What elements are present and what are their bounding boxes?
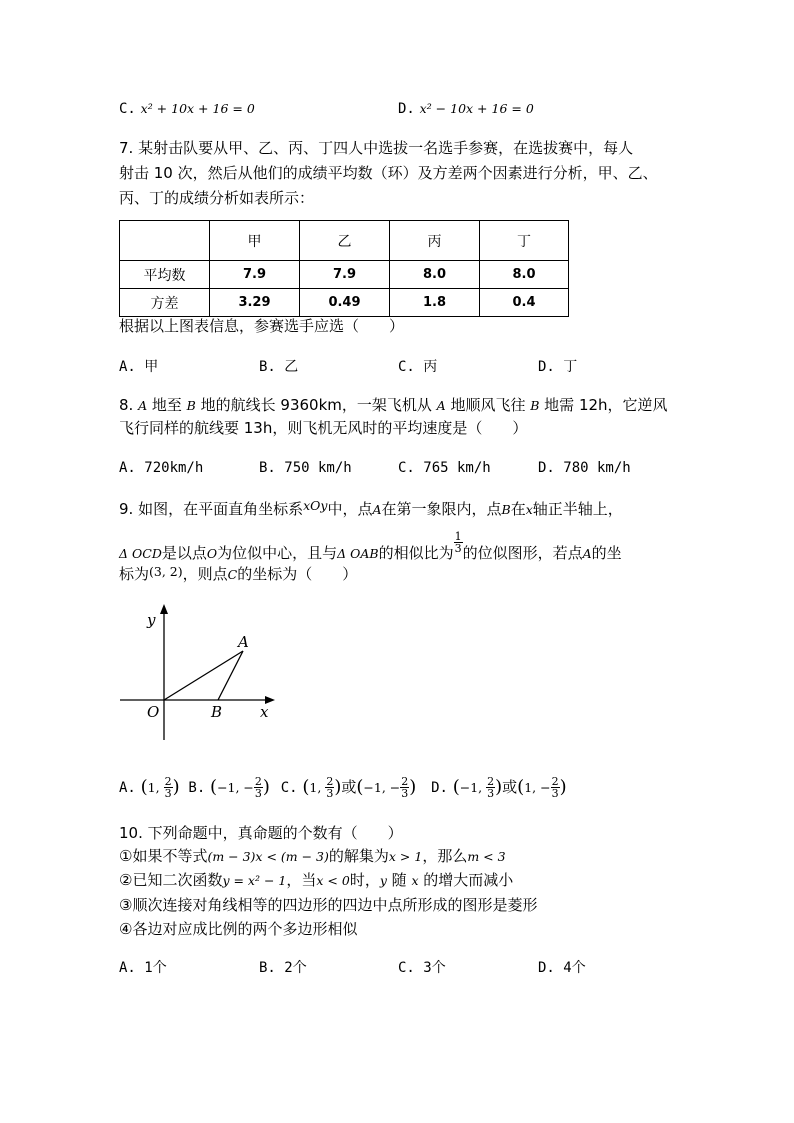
q9-option-a-label: A. <box>119 780 136 796</box>
q10-statement-3: ③顺次连接对角线相等的四边形的四边中点所形成的图形是菱形 <box>119 896 538 914</box>
q10-text: 的解集为 <box>328 847 389 865</box>
q10-title: 10. 下列命题中，真命题的个数有（ ） <box>119 824 403 842</box>
q10-expr: x <box>411 873 419 888</box>
q10-text: 的增大而减小 <box>418 871 514 889</box>
table-header-cell: 乙 <box>300 221 390 261</box>
y-axis-arrow <box>160 604 168 614</box>
fraction-denominator: 3 <box>401 787 409 800</box>
q9-option-b-label: B. <box>188 780 206 796</box>
q10-statement-4: ④各边对应成比例的两个多边形相似 <box>119 920 358 938</box>
q10-text: ，那么 <box>422 847 468 865</box>
fraction-numerator: 2 <box>551 775 559 788</box>
table-cell: 8.0 <box>480 261 569 289</box>
q9-text: 的位似图形，若点 <box>462 544 583 562</box>
paren-close: ) <box>495 776 503 798</box>
table-header-cell: 甲 <box>210 221 300 261</box>
table-header-cell <box>120 221 210 261</box>
q8-option-a: A. 720km/h <box>119 460 204 476</box>
q7-option-b: B. 乙 <box>259 359 299 375</box>
table-cell: 1.8 <box>390 289 480 317</box>
q8-text: 8. <box>119 396 139 414</box>
q6-option-c-label: C. <box>119 101 136 117</box>
fraction-numerator: 2 <box>401 775 409 788</box>
q7-line-1: 7. 某射击队要从甲、乙、丙、丁四人中选拔一名选手参赛，在选拔赛中，每人 <box>119 139 634 157</box>
label-y: y <box>147 611 156 629</box>
score-table <box>119 220 569 317</box>
label-o: O <box>147 703 160 721</box>
fraction <box>254 776 263 799</box>
q10-expr: x > 1 <box>388 849 423 864</box>
comma: , <box>317 780 326 795</box>
q8-line-1 <box>119 395 668 416</box>
q10-expr: x < 0 <box>316 873 350 888</box>
fraction-denominator: 3 <box>551 787 559 800</box>
paren-open: ( <box>210 776 218 798</box>
q8-line-2: 飞行同样的航线要 13h，则飞机无风时的平均速度是（ ） <box>119 419 528 437</box>
q10-statement-1 <box>119 846 506 867</box>
fraction <box>164 776 173 799</box>
label-b: B <box>211 703 223 721</box>
comma: , <box>478 780 487 795</box>
q10-expr: y = x² − 1 <box>222 873 287 888</box>
coord-part: 1 <box>309 780 318 795</box>
q7-option-a: A. 甲 <box>119 359 159 375</box>
q10-option-b: B. 2个 <box>259 960 307 976</box>
fraction-numerator: 2 <box>164 775 172 788</box>
q10-text: ②已知二次函数 <box>119 871 223 889</box>
q9-line-3 <box>119 562 357 585</box>
table-row <box>120 289 569 317</box>
q10-option-a: A. 1个 <box>119 960 167 976</box>
fraction-denominator: 3 <box>487 787 495 800</box>
q9-ratio-fraction <box>454 531 463 554</box>
q9-coord-a: (3, 2) <box>149 564 183 579</box>
paren-open: ( <box>452 776 460 798</box>
q10-text: ①如果不等式 <box>119 847 208 865</box>
q9-text: 的坐标为（ ） <box>237 565 358 583</box>
q8-text: 地顺风飞往 <box>445 396 531 414</box>
paren-close: ) <box>334 776 342 798</box>
q9-point-o: O <box>206 546 218 561</box>
q7-line-3: 丙、丁的成绩分析如表所示： <box>119 189 315 207</box>
q9-text: 的相似比为 <box>378 544 454 562</box>
q10-text: 时， <box>349 871 380 889</box>
q9-text: 中，点 <box>327 500 373 518</box>
q9-text: 9. 如图，在平面直角坐标系 <box>119 500 304 518</box>
q9-option-d-or: 或 <box>502 778 518 796</box>
q8-point-a: A <box>138 398 148 413</box>
q9-text: ，则点 <box>182 565 228 583</box>
q10-text: ，当 <box>286 871 317 889</box>
paren-close: ) <box>262 776 270 798</box>
q8-text: 地需 12h，它逆风 <box>539 396 668 414</box>
fraction <box>400 776 409 799</box>
q6-option-c <box>119 98 255 119</box>
q9-point-c: C <box>227 567 238 582</box>
q7-option-d: D. 丁 <box>538 359 578 375</box>
table-cell: 8.0 <box>390 261 480 289</box>
label-x: x <box>260 703 269 721</box>
fraction-numerator: 2 <box>254 775 262 788</box>
q8-point-b: B <box>530 398 540 413</box>
q6-option-d-label: D. <box>398 101 415 117</box>
fraction-denominator: 3 <box>454 542 462 555</box>
paren-close: ) <box>409 776 417 798</box>
fraction-denominator: 3 <box>164 787 172 800</box>
q9-point-a: A <box>372 502 382 517</box>
fraction-denominator: 3 <box>254 787 262 800</box>
table-cell: 平均数 <box>120 261 210 289</box>
q9-triangle-oab: Δ OAB <box>337 546 379 561</box>
q10-text: 随 <box>386 871 412 889</box>
q10-option-c: C. 3个 <box>398 960 446 976</box>
fraction-numerator: 1 <box>454 530 462 543</box>
q8-option-c: C. 765 km/h <box>398 460 491 476</box>
q9-line-1 <box>119 496 623 520</box>
table-header-cell: 丙 <box>390 221 480 261</box>
q8-point-a: A <box>436 398 446 413</box>
coord-part: −1, − <box>363 780 401 795</box>
table-header-cell: 丁 <box>480 221 569 261</box>
q9-options-row <box>119 772 567 803</box>
coord-part: 1, − <box>524 780 551 795</box>
q9-text: 的坐 <box>591 544 622 562</box>
q7-line-2: 射击 10 次，然后从他们的成绩平均数（环）及方差两个因素进行分析，甲、乙、 <box>119 164 658 182</box>
q9-text: 为位似中心，且与 <box>217 544 338 562</box>
table-row <box>120 261 569 289</box>
coordinate-figure <box>115 600 290 745</box>
table-cell: 7.9 <box>300 261 390 289</box>
q10-expr: m < 3 <box>467 849 506 864</box>
q10-option-d: D. 4个 <box>538 960 586 976</box>
fraction-numerator: 2 <box>487 775 495 788</box>
q9-text: 轴正半轴上， <box>532 500 623 518</box>
q9-text: 标为 <box>119 565 150 583</box>
paren-close: ) <box>172 776 180 798</box>
q10-expr: y <box>379 873 387 888</box>
q9-line-2 <box>119 531 622 564</box>
paren-open: ( <box>140 776 148 798</box>
q8-point-b: B <box>186 398 196 413</box>
q10-expr: (m − 3)x < (m − 3) <box>207 849 329 864</box>
coord-part: −1 <box>459 780 479 795</box>
q6-option-c-expr: x² + 10x + 16 = 0 <box>140 101 255 116</box>
table-cell: 7.9 <box>210 261 300 289</box>
q9-option-d-label: D. <box>431 780 448 796</box>
q8-text: 地至 <box>147 396 187 414</box>
q6-option-d-expr: x² − 10x + 16 = 0 <box>419 101 534 116</box>
q9-option-c-or: 或 <box>341 778 357 796</box>
q9-text: 是以点 <box>161 544 207 562</box>
q9-x: x <box>525 502 533 517</box>
q8-text: 地的航线长 9360km，一架飞机从 <box>195 396 437 414</box>
paren-open: ( <box>356 776 364 798</box>
q9-triangle-ocd: Δ OCD <box>119 546 162 561</box>
paren-open: ( <box>517 776 525 798</box>
q10-statement-2 <box>119 870 513 891</box>
q9-xoy: xOy <box>303 498 328 513</box>
q8-option-b: B. 750 km/h <box>259 460 352 476</box>
q8-option-d: D. 780 km/h <box>538 460 631 476</box>
label-a: A <box>238 633 249 651</box>
paren-close: ) <box>559 776 567 798</box>
q7-question: 根据以上图表信息，参赛选手应选（ ） <box>119 317 405 335</box>
q9-text: 在第一象限内，点 <box>381 500 502 518</box>
q9-point-a: A <box>582 546 592 561</box>
fraction <box>486 776 495 799</box>
q6-option-d <box>398 98 534 119</box>
fraction <box>551 776 560 799</box>
coord-part: −1, − <box>217 780 254 795</box>
fraction-numerator: 2 <box>326 775 334 788</box>
q9-text: 在 <box>510 500 526 518</box>
fraction-denominator: 3 <box>326 787 334 800</box>
paren-open: ( <box>302 776 310 798</box>
q9-point-b: B <box>501 502 511 517</box>
table-cell: 3.29 <box>210 289 300 317</box>
fraction <box>325 776 334 799</box>
table-cell: 0.49 <box>300 289 390 317</box>
q7-option-c: C. 丙 <box>398 359 438 375</box>
table-header-row <box>120 221 569 261</box>
coord-part: 1 <box>147 780 156 795</box>
q9-option-c-label: C. <box>280 780 298 796</box>
table-cell: 方差 <box>120 289 210 317</box>
table-cell: 0.4 <box>480 289 569 317</box>
comma: , <box>155 780 164 795</box>
